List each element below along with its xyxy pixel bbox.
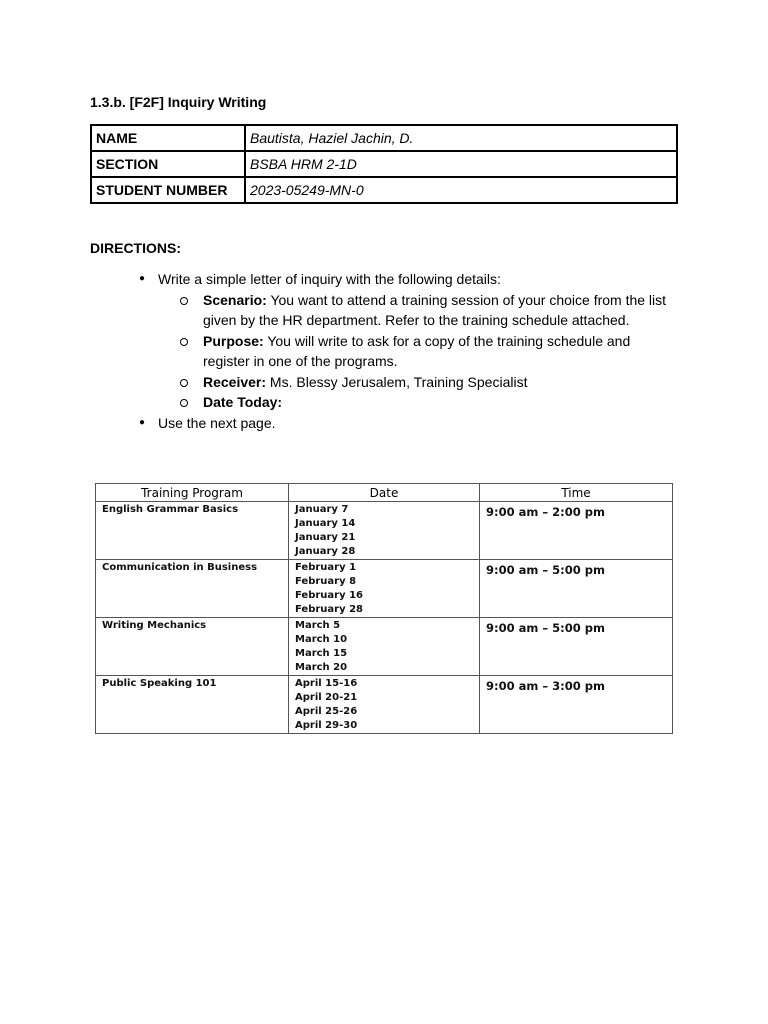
info-label: SECTION	[91, 151, 245, 177]
section-heading: 1.3.b. [F2F] Inquiry Writing	[90, 94, 267, 110]
date-entry: February 28	[295, 604, 364, 615]
info-row-section	[91, 151, 677, 177]
list-item-text: Write a simple letter of inquiry with the following details:	[158, 271, 501, 287]
info-row-student-number	[91, 177, 677, 203]
program-cell: Writing Mechanics	[96, 618, 289, 676]
sub-list-item-receiver	[135, 372, 675, 393]
sub-item-label: Date Today:	[203, 394, 283, 410]
program-cell: Public Speaking 101	[96, 676, 289, 734]
date-entry: January 28	[295, 546, 356, 557]
schedule-header-row	[96, 484, 673, 502]
date-entry: March 20	[295, 662, 348, 673]
date-entry: January 7	[295, 504, 349, 515]
sub-item-label: Purpose:	[203, 332, 264, 349]
directions-list	[135, 269, 675, 433]
date-entry: January 21	[295, 532, 356, 543]
circle-bullet-icon	[180, 379, 188, 387]
student-info-table	[90, 124, 678, 204]
date-entry: April 15-16	[295, 678, 358, 689]
table-row	[96, 560, 673, 618]
list-item	[135, 269, 675, 290]
sub-list-item-scenario	[135, 290, 675, 331]
bullet-icon: ●	[138, 273, 146, 284]
date-entry: February 1	[295, 562, 357, 573]
date-entry: April 29-30	[295, 720, 358, 731]
table-row	[96, 502, 673, 560]
date-entry: March 10	[295, 634, 348, 645]
sub-item-label: Scenario:	[203, 291, 267, 308]
sub-list-item-date-today	[135, 392, 675, 413]
circle-bullet-icon	[180, 338, 188, 346]
program-cell: Communication in Business	[96, 560, 289, 618]
info-row-name	[91, 125, 677, 151]
info-value: Bautista, Haziel Jachin, D.	[245, 125, 677, 151]
list-item-text: Use the next page.	[158, 414, 276, 431]
directions-label: DIRECTIONS:	[90, 240, 181, 256]
date-entry: March 15	[295, 648, 348, 659]
date-entry: April 25-26	[295, 706, 358, 717]
time-cell: 9:00 am – 3:00 pm	[480, 676, 673, 734]
table-row	[96, 676, 673, 734]
time-cell: 9:00 am – 2:00 pm	[480, 502, 673, 560]
sub-item-text: You will write to ask for a copy of the training schedule and register in one of the programs.	[203, 332, 631, 369]
column-header-date: Date	[289, 484, 480, 502]
bullet-icon: ●	[138, 416, 146, 428]
table-row	[96, 618, 673, 676]
time-cell: 9:00 am – 5:00 pm	[480, 618, 673, 676]
time-cell: 9:00 am – 5:00 pm	[480, 560, 673, 618]
circle-bullet-icon	[180, 297, 188, 305]
info-value: BSBA HRM 2-1D	[245, 151, 677, 177]
program-cell: English Grammar Basics	[96, 502, 289, 560]
date-cell	[289, 502, 480, 560]
training-schedule-table	[95, 483, 673, 734]
sub-item-text: You want to attend a training session of your choice from the list given by the HR department. Refer to the training schedule attached.	[203, 291, 667, 328]
info-label: STUDENT NUMBER	[91, 177, 245, 203]
date-cell	[289, 560, 480, 618]
info-label: NAME	[91, 125, 245, 151]
date-entry: March 5	[295, 620, 341, 631]
column-header-time: Time	[480, 484, 673, 502]
date-entry: February 8	[295, 576, 357, 587]
sub-item-label: Receiver:	[203, 373, 267, 390]
circle-bullet-icon	[180, 399, 188, 407]
info-value: 2023-05249-MN-0	[245, 177, 677, 203]
date-entry: April 20-21	[295, 692, 358, 703]
column-header-program: Training Program	[96, 484, 289, 502]
date-cell	[289, 676, 480, 734]
date-cell	[289, 618, 480, 676]
sub-item-text: Ms. Blessy Jerusalem, Training Specialist	[266, 373, 528, 390]
date-entry: February 16	[295, 590, 364, 601]
date-entry: January 14	[295, 518, 356, 529]
list-item	[135, 413, 675, 434]
sub-list-item-purpose	[135, 331, 675, 372]
